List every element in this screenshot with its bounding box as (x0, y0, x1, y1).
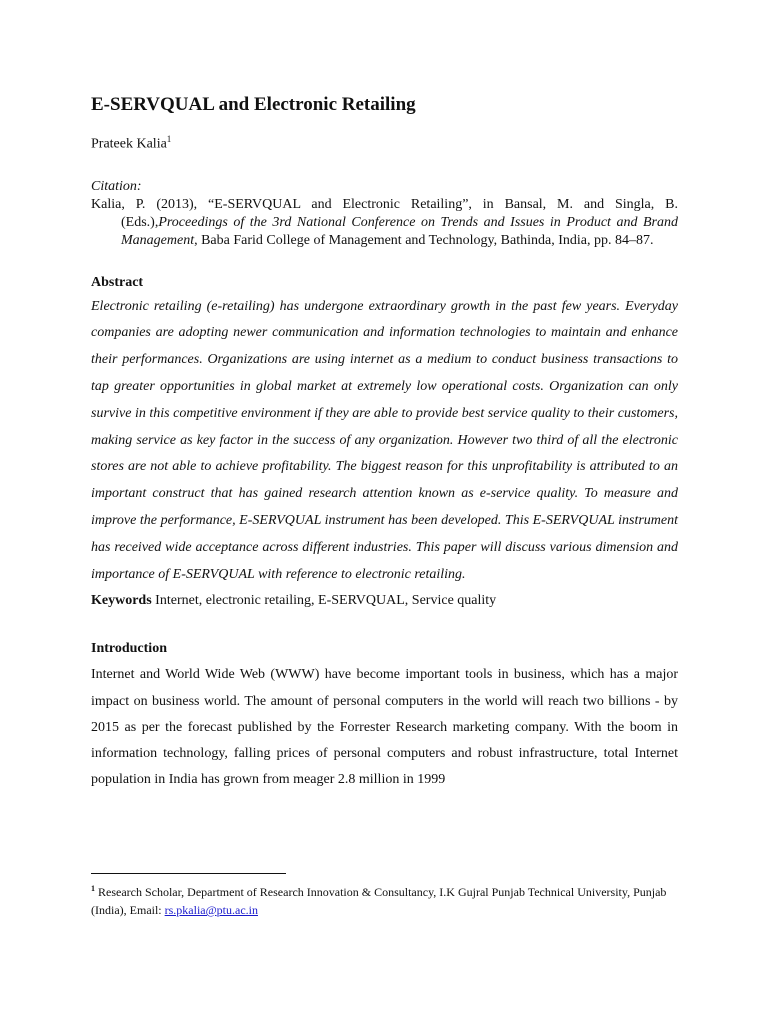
citation-proceedings: Proceedings of the 3rd National Conference on Trends and Issues in Product and Brand Management (121, 214, 678, 248)
keywords-text: Internet, electronic retailing, E-SERVQUAL, Service quality (151, 593, 497, 609)
keywords-line (91, 588, 678, 614)
citation-heading: Citation: (91, 178, 142, 194)
footnote (91, 880, 678, 919)
main-content (91, 92, 678, 793)
keywords-label: Keywords (91, 593, 152, 609)
abstract-heading: Abstract (91, 274, 144, 290)
paper-title: E-SERVQUAL and Electronic Retailing (91, 94, 416, 115)
citation-suffix: , Baba Farid College of Management and Technology, Bathinda, India, pp. 84–87. (194, 232, 654, 248)
citation-prefix: Kalia, P. (2013), “E-SERVQUAL and Electronic Retailing”, in Bansal, M. and Singla, B. (Eds.), (91, 196, 678, 230)
footnote-email-link[interactable]: rs.pkalia@ptu.ac.in (164, 903, 258, 917)
footnote-mark: 1 (91, 884, 95, 893)
footnote-text: Research Scholar, Department of Research Innovation & Consultancy, I.K Gujral Punjab Technical University, Punjab (India), Email: (91, 885, 667, 917)
citation-text (91, 196, 678, 250)
footnote-divider (91, 873, 286, 874)
introduction-heading: Introduction (91, 641, 167, 657)
introduction-text: Internet and World Wide Web (WWW) have become important tools in business, which has a major impact on business world. The amount of personal computers in the world will reach two billions - by 2015 as per the forecast published by the Forrester Research marketing company. With the boom in information technology, falling prices of personal computers and robust infrastructure, total Internet population in India has grown from meager 2.8 million in 1999 (91, 667, 678, 788)
author-line (91, 130, 678, 154)
author-name: Prateek Kalia (91, 136, 167, 152)
author-footnote-mark: 1 (166, 134, 172, 144)
abstract-text: Electronic retailing (e-retailing) has undergone extraordinary growth in the past few years. Everyday companies are adopting newer communication and information technologies to maintain and enhance their performances. Organizations are using internet as a medium to conduct business transactions to tap greater opportunities in global market at extremely low operational costs. Organization can only survive in this competitive environment if they are able to provide best service quality to their customers, making service as key factor in the success of any organization. However two third of all the electronic stores are not able to achieve profitability. The biggest reason for this unprofitability is attributed to an important construct that has gained research attention known as e-service quality. To measure and improve the performance, E-SERVQUAL instrument has been developed. This E-SERVQUAL instrument has received wide acceptance across different industries. This paper will discuss various dimension and importance of E-SERVQUAL with reference to electronic retailing. (91, 298, 678, 582)
